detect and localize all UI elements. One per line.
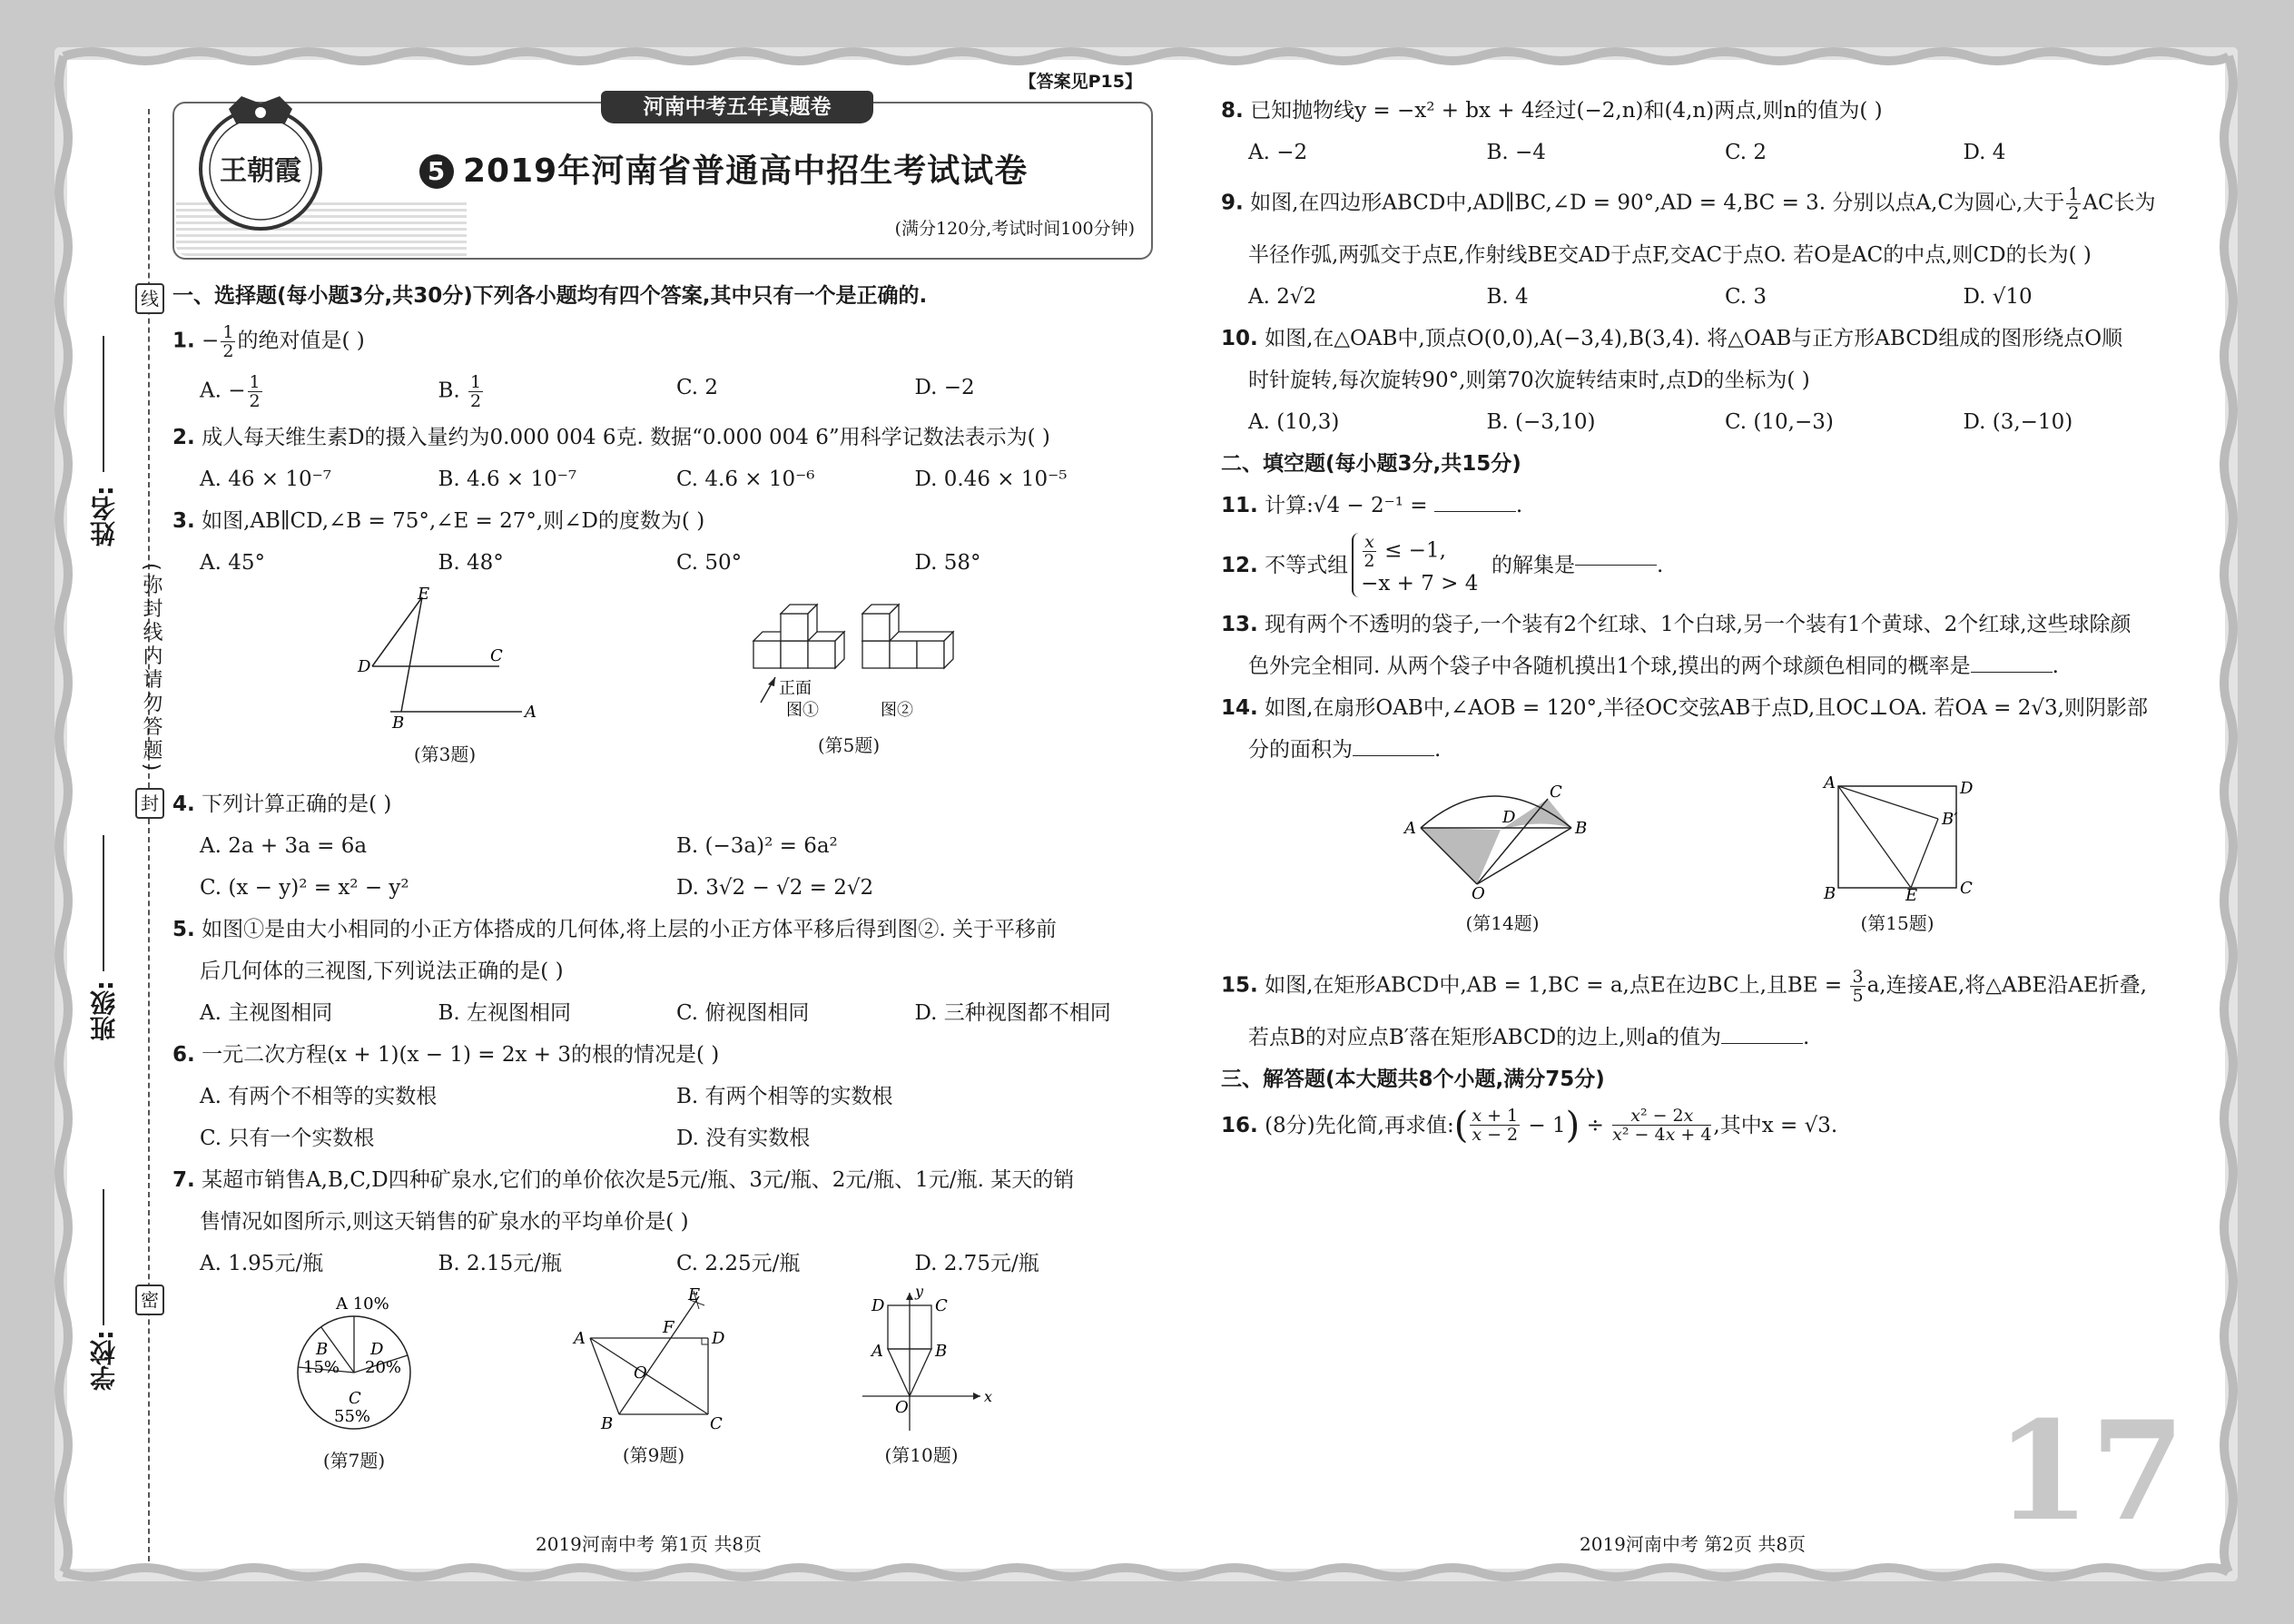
svg-text:D: D — [358, 657, 371, 676]
figure-q15 — [1820, 773, 1974, 938]
svg-text:y: y — [915, 1283, 924, 1300]
name-underline — [103, 336, 104, 472]
question-5-options — [172, 999, 1153, 1028]
svg-text:F: F — [663, 1318, 674, 1337]
class-label: 班级: — [89, 980, 119, 1042]
q3-option-a[interactable]: A. 45° — [200, 551, 265, 575]
q10-option-b[interactable]: B. (−3,10) — [1486, 410, 1596, 434]
svg-text:C: C — [1960, 879, 1973, 898]
q10-option-a[interactable]: A. (10,3) — [1248, 410, 1340, 434]
q5-option-c[interactable]: C. 俯视图相同 — [676, 1001, 810, 1025]
q8-option-b[interactable]: B. −4 — [1486, 141, 1546, 164]
svg-text:A: A — [871, 1342, 883, 1361]
figure-q10 — [853, 1283, 993, 1470]
svg-text:B′: B′ — [1942, 810, 1958, 829]
q2-option-d[interactable]: D. 0.46 × 10⁻⁵ — [914, 468, 1068, 491]
left-column — [172, 72, 1153, 1478]
q10-option-c[interactable]: C. (10,−3) — [1725, 410, 1834, 434]
q1-option-c[interactable]: C. 2 — [676, 376, 719, 399]
name-label: 姓名: — [89, 486, 119, 547]
question-4: 4. 下列计算正确的是( ) — [172, 792, 392, 816]
question-9-options — [1221, 282, 2201, 311]
q7-option-d[interactable]: D. 2.75元/瓶 — [914, 1252, 1039, 1275]
question-2-options — [172, 465, 1153, 494]
q3-option-d[interactable]: D. 58° — [914, 551, 981, 575]
question-5-line2: 后几何体的三视图,下列说法正确的是( ) — [200, 960, 564, 983]
answer-blank-14[interactable] — [1353, 755, 1434, 756]
section-2-heading: 二、填空题(每小题3分,共15分) — [1221, 452, 1521, 476]
q6-option-c[interactable]: C. 只有一个实数根 — [200, 1127, 375, 1150]
exam-subtitle: (满分120分,考试时间100分钟) — [894, 219, 1135, 239]
q4-option-b[interactable]: B. (−3a)² = 6a² — [676, 834, 838, 858]
fraction-one-half: $\frac{1}{2}$ — [2068, 184, 2080, 223]
svg-text:A 10%: A 10% — [336, 1294, 389, 1314]
svg-text:B: B — [1824, 884, 1836, 903]
publisher-logo-icon — [189, 87, 332, 238]
figure-q9 — [572, 1287, 735, 1470]
svg-text:O: O — [634, 1363, 647, 1383]
svg-text:A: A — [574, 1329, 586, 1348]
sector-diagram — [1403, 782, 1602, 901]
q2-option-c[interactable]: C. 4.6 × 10⁻⁶ — [676, 468, 815, 491]
q9-option-a[interactable]: A. 2√2 — [1248, 285, 1317, 309]
answer-reference: 【答案见P15】 — [1019, 72, 1142, 92]
question-8-options — [1221, 138, 2201, 167]
question-8: 8. 已知抛物线y = −x² + bx + 4经过(−2,n)和(4,n)两点,则n的值为( ) — [1221, 99, 1883, 123]
figure-q14 — [1403, 782, 1602, 938]
seal-line — [148, 109, 150, 1561]
seal-note: (弥封线内请勿答题) — [140, 563, 162, 775]
q7-option-a[interactable]: A. 1.95元/瓶 — [200, 1252, 324, 1275]
q3-option-c[interactable]: C. 50° — [676, 551, 743, 575]
svg-text:O: O — [1472, 884, 1485, 903]
q4-option-a[interactable]: A. 2a + 3a = 6a — [200, 834, 368, 858]
q2-option-a[interactable]: A. 46 × 10⁻⁷ — [200, 468, 332, 491]
figure-row-3-5 — [172, 586, 1153, 777]
svg-text:图②: 图② — [881, 701, 913, 720]
q6-option-a[interactable]: A. 有两个不相等的实数根 — [200, 1085, 438, 1108]
page-footer-left: 2019河南中考 第1页 共8页 — [536, 1533, 763, 1555]
q4-option-d[interactable]: D. 3√2 − √2 = 2√2 — [676, 876, 874, 900]
binding-strip — [86, 263, 168, 1498]
q2-option-b[interactable]: B. 4.6 × 10⁻⁷ — [438, 468, 577, 491]
question-15: 15. 如图,在矩形ABCD中,AB = 1,BC = a,点E在边BC上,且BE = $\frac{3}{5}$ a,连接AE,将△ABE沿AE折叠, — [1221, 967, 2147, 1006]
q6-option-b[interactable]: B. 有两个相等的实数根 — [676, 1085, 893, 1108]
page-number: 17 — [1995, 1392, 2185, 1551]
figure-q7 — [290, 1293, 418, 1475]
question-15-line2: 若点B的对应点B′落在矩形ABCD的边上,则a的值为 . — [1248, 1026, 1810, 1049]
figure-row-14-15 — [1221, 773, 2201, 955]
question-4-options-row2 — [172, 873, 1153, 902]
question-9-line2: 半径作弧,两弧交于点E,作射线BE交AD于点F,交AC于点O. 若O是AC的中点,则CD的长为( ) — [1248, 243, 2092, 267]
svg-text:B: B — [316, 1340, 329, 1359]
question-5: 5. 如图①是由大小相同的小正方体搭成的几何体,将上层的小正方体平移后得到图②. 关于平移前 — [172, 918, 1057, 941]
fraction-three-fifths: $\frac{3}{5}$ — [1852, 967, 1864, 1006]
q8-option-c[interactable]: C. 2 — [1725, 141, 1767, 164]
question-10-options — [1221, 408, 2201, 437]
q6-option-d[interactable]: D. 没有实数根 — [676, 1127, 811, 1150]
rectangle-fold-diagram — [1820, 773, 1974, 905]
quadrilateral-diagram — [572, 1287, 735, 1432]
q9-option-c[interactable]: C. 3 — [1725, 285, 1767, 309]
svg-text:正面: 正面 — [779, 679, 812, 698]
svg-text:B: B — [392, 714, 405, 733]
question-3-options — [172, 548, 1153, 577]
q1-option-a[interactable]: A. − $\frac{1}{2}$ — [200, 372, 261, 411]
section-3-heading: 三、解答题(本大题共8个小题,满分75分) — [1221, 1068, 1605, 1091]
figure-q14-caption: (第14题) — [1465, 912, 1540, 934]
svg-text:B: B — [1575, 819, 1588, 838]
svg-text:C: C — [1550, 782, 1562, 802]
q7-option-b[interactable]: B. 2.15元/瓶 — [438, 1252, 562, 1275]
svg-text:D: D — [1502, 808, 1516, 827]
svg-text:A: A — [1824, 773, 1836, 792]
question-4-options-row1 — [172, 832, 1153, 861]
q10-option-d[interactable]: D. (3,−10) — [1963, 410, 2073, 434]
question-3: 3. 如图,AB∥CD,∠B = 75°,∠E = 27°,则∠D的度数为( ) — [172, 509, 705, 533]
figure-q3-caption: (第3题) — [413, 743, 477, 765]
q9-option-b[interactable]: B. 4 — [1486, 285, 1529, 309]
question-12: 12. 不等式组 $\frac{x}{2}$ ≤ −1, −x + 7 > 4 的解集是 . — [1221, 532, 1664, 595]
q3-option-b[interactable]: B. 48° — [438, 551, 504, 575]
question-14-line2: 分的面积为 . — [1248, 738, 1442, 762]
q5-option-a[interactable]: A. 主视图相同 — [200, 1001, 333, 1025]
svg-text:D: D — [370, 1340, 384, 1359]
figure-q7-caption: (第7题) — [322, 1450, 386, 1471]
svg-text:C: C — [710, 1414, 723, 1433]
svg-text:D: D — [1960, 779, 1974, 798]
svg-text:B: B — [935, 1342, 948, 1361]
question-6-options-row1 — [172, 1082, 1153, 1111]
page-footer-right: 2019河南中考 第2页 共8页 — [1580, 1533, 1807, 1555]
question-1-options — [172, 373, 1153, 410]
q9-option-d[interactable]: D. √10 — [1963, 285, 2033, 309]
coordinate-diagram — [853, 1283, 993, 1432]
class-underline — [103, 835, 104, 971]
question-16: 16. (8分)先化简,再求值: ( $\frac{x + 1}{x - 2}$ − 1 ) ÷ $\frac{\text{x² − 2x}}{\text{x² − 4x + 4}}$ ,其中x = √3. — [1221, 1104, 1838, 1147]
question-10-line2: 时针旋转,每次旋转90°,则第70次旋转结束时,点D的坐标为( ) — [1248, 369, 1810, 392]
svg-text:图①: 图① — [786, 701, 819, 720]
question-13: 13. 现有两个不透明的袋子,一个装有2个红球、1个白球,另一个装有1个黄球、2个红球,这些球除颜 — [1221, 613, 2132, 636]
svg-text:D: D — [712, 1329, 725, 1348]
seal-mark-mi: 密 — [135, 1284, 164, 1315]
question-11: 11. 计算:√4 − 2⁻¹ = . — [1221, 494, 1523, 517]
question-7-line2: 售情况如图所示,则这天销售的矿泉水的平均单价是( ) — [200, 1210, 689, 1234]
question-1: 1. − $\frac{1}{2}$ 的绝对值是( ) — [172, 322, 365, 361]
answer-blank-11[interactable] — [1434, 511, 1516, 512]
fraction-x-plus-1: $\frac{x + 1}{x - 2}$ — [1472, 1106, 1519, 1145]
svg-text:E: E — [1905, 886, 1918, 905]
question-10: 10. 如图,在△OAB中,顶点O(0,0),A(−3,4),B(3,4). 将△OAB与正方形ABCD组成的图形绕点O顺 — [1221, 327, 2123, 350]
svg-text:O: O — [895, 1398, 909, 1417]
seal-mark-xian: 线 — [135, 283, 164, 314]
svg-text:E: E — [688, 1285, 701, 1304]
answer-blank-15[interactable] — [1721, 1043, 1803, 1044]
seal-mark-feng: 封 — [135, 788, 164, 819]
fraction-one-half: $\frac{1}{2}$ — [222, 322, 234, 361]
question-7: 7. 某超市销售A,B,C,D四种矿泉水,它们的单价依次是5元/瓶、3元/瓶、2元/瓶、1元/瓶. 某天的销 — [172, 1168, 1075, 1192]
figure-q15-caption: (第15题) — [1860, 912, 1935, 934]
svg-text:20%: 20% — [365, 1358, 402, 1377]
parallel-lines-diagram — [354, 586, 536, 732]
svg-text:55%: 55% — [334, 1407, 371, 1426]
section-1-heading: 一、选择题(每小题3分,共30分)下列各小题均有四个答案,其中只有一个是正确的. — [172, 284, 928, 308]
svg-text:王朝霞: 王朝霞 — [220, 155, 301, 187]
pie-chart-diagram — [290, 1293, 418, 1438]
right-column — [1221, 91, 2201, 1147]
title-number-badge: 5 — [419, 154, 454, 189]
svg-text:B: B — [601, 1414, 614, 1433]
question-14: 14. 如图,在扇形OAB中,∠AOB = 120°,半径OC交弦AB于点D,且OC⊥OA. 若OA = 2√3,则阴影部 — [1221, 696, 2148, 720]
question-2: 2. 成人每天维生素D的摄入量约为0.000 004 6克. 数据“0.000 004 6”用科学记数法表示为( ) — [172, 426, 1050, 449]
school-underline — [103, 1189, 104, 1325]
q5-option-d[interactable]: D. 三种视图都不相同 — [914, 1001, 1111, 1025]
svg-text:A: A — [525, 703, 537, 722]
exam-header — [172, 72, 1153, 260]
answer-blank-13[interactable] — [1971, 672, 2053, 673]
q1-option-d[interactable]: D. −2 — [914, 376, 975, 399]
figure-q10-caption: (第10题) — [884, 1444, 959, 1466]
school-label: 学校: — [89, 1330, 119, 1392]
question-6: 6. 一元二次方程(x + 1)(x − 1) = 2x + 3的根的情况是( ) — [172, 1043, 720, 1067]
question-13-line2: 色外完全相同. 从两个袋子中各随机摸出1个球,摸出的两个球颜色相同的概率是 . — [1248, 655, 2059, 678]
svg-text:A: A — [1404, 819, 1416, 838]
q8-option-d[interactable]: D. 4 — [1963, 141, 2006, 164]
q7-option-c[interactable]: C. 2.25元/瓶 — [676, 1252, 801, 1275]
q1-option-b[interactable]: B. $\frac{1}{2}$ — [438, 372, 482, 411]
svg-text:15%: 15% — [303, 1358, 340, 1377]
exam-title-text: 2019年河南省普通高中招生考试试卷 — [463, 153, 1029, 190]
q8-option-a[interactable]: A. −2 — [1248, 141, 1308, 164]
question-9: 9. 如图,在四边形ABCD中,AD∥BC,∠D = 90°,AD = 4,BC = 3. 分别以点A,C为圆心,大于 $\frac{1}{2}$ AC长为 — [1221, 184, 2156, 223]
figure-q5 — [744, 595, 953, 760]
figure-q9-caption: (第9题) — [622, 1444, 685, 1466]
cube-stack-diagram — [744, 595, 953, 723]
series-tag: 河南中考五年真题卷 — [601, 91, 873, 123]
svg-text:C: C — [935, 1296, 948, 1315]
q4-option-c[interactable]: C. (x − y)² = x² − y² — [200, 876, 409, 900]
svg-text:C: C — [490, 646, 503, 665]
svg-text:C: C — [349, 1389, 361, 1408]
svg-text:D: D — [871, 1296, 885, 1315]
q5-option-b[interactable]: B. 左视图相同 — [438, 1001, 572, 1025]
svg-text:E: E — [418, 585, 430, 604]
figure-row-7-9-10 — [172, 1283, 1153, 1478]
svg-text:x: x — [984, 1388, 993, 1405]
inequality-system: $\frac{x}{2}$ ≤ −1, −x + 7 > 4 — [1352, 533, 1478, 597]
figure-q5-caption: (第5题) — [817, 734, 881, 756]
exam-title — [419, 154, 1028, 189]
fraction-quadratic: $\frac{\text{x² − 2x}}{\text{x² − 4x + 4}}$ — [1612, 1106, 1712, 1145]
question-7-options — [172, 1249, 1153, 1278]
answer-blank-12[interactable] — [1575, 565, 1657, 566]
question-6-options-row2 — [172, 1124, 1153, 1153]
figure-q3 — [354, 586, 536, 769]
